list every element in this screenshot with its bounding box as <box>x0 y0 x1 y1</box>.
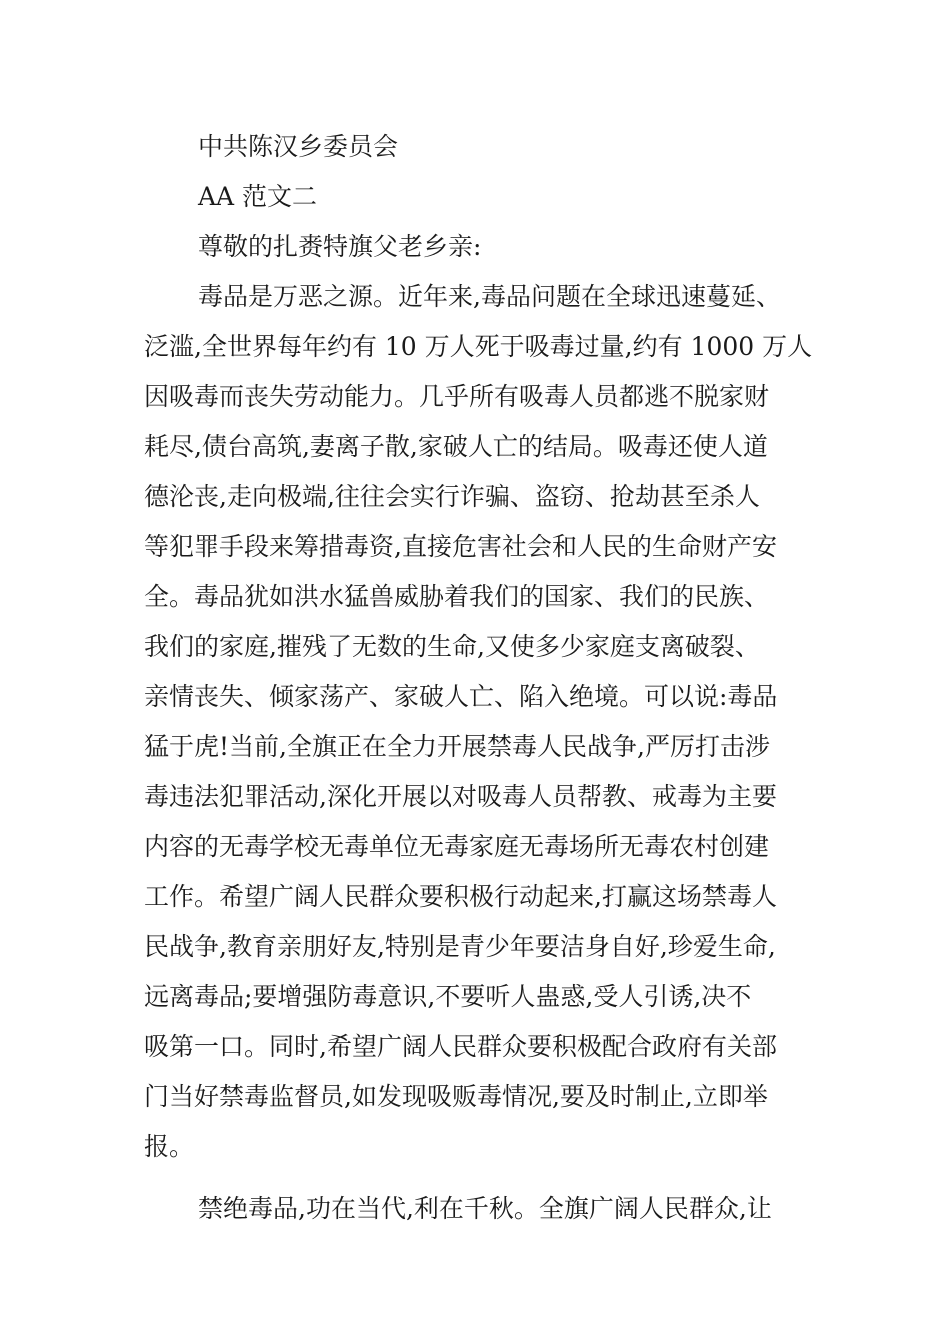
paragraph-line: 我们的家庭,摧残了无数的生命,又使多少家庭支离破裂、 <box>144 632 760 661</box>
paragraph-line: 毒违法犯罪活动,深化开展以对吸毒人员帮教、戒毒为主要 <box>144 782 777 811</box>
paragraph-line: 远离毒品;要增强防毒意识,不要听人蛊惑,受人引诱,决不 <box>144 982 752 1011</box>
salutation: 尊敬的扎赉特旗父老乡亲: <box>198 232 482 261</box>
paragraph-1 <box>144 272 816 1172</box>
paragraph-line: 民战争,教育亲朋好友,特别是青少年要洁身自好,珍爱生命, <box>144 932 776 961</box>
paragraph-line: 禁绝毒品,功在当代,利在千秋。全旗广阔人民群众,让 <box>198 1194 772 1223</box>
paragraph-line: 德沦丧,走向极端,往往会实行诈骗、盗窃、抢劫甚至杀人 <box>144 482 760 511</box>
paragraph-line: 等犯罪手段来筹措毒资,直接危害社会和人民的生命财产安 <box>144 532 777 561</box>
paragraph-line: 全。毒品犹如洪水猛兽威胁着我们的国家、我们的民族、 <box>144 582 770 611</box>
paragraph-line: 内容的无毒学校无毒单位无毒家庭无毒场所无毒农村创建 <box>144 832 770 861</box>
document-title: AA 范文二 <box>198 182 318 211</box>
paragraph-line: 吸第一口。同时,希望广阔人民群众要积极配合政府有关部 <box>144 1032 777 1061</box>
paragraph-line: 泛滥,全世界每年约有 10 万人死于吸毒过量,约有 1000 万人 <box>144 332 813 361</box>
paragraph-2 <box>144 1184 816 1234</box>
paragraph-spacing <box>144 1172 816 1184</box>
paragraph-line: 报。 <box>144 1132 195 1161</box>
paragraph-line: 毒品是万恶之源。近年来,毒品问题在全球迅速蔓延、 <box>198 282 781 311</box>
paragraph-line: 门当好禁毒监督员,如发现吸贩毒情况,要及时制止,立即举 <box>144 1082 768 1111</box>
organization-name: 中共陈汉乡委员会 <box>198 132 399 161</box>
paragraph-line: 耗尽,债台高筑,妻离子散,家破人亡的结局。吸毒还使人道 <box>144 432 768 461</box>
paragraph-line: 因吸毒而丧失劳动能力。几乎所有吸毒人员都逃不脱家财 <box>144 382 770 411</box>
paragraph-line: 亲情丧失、倾家荡产、家破人亡、陷入绝境。可以说:毒品 <box>144 682 778 711</box>
paragraph-line: 工作。希望广阔人民群众要积极行动起来,打赢这场禁毒人 <box>144 882 777 911</box>
document-body <box>144 122 816 1234</box>
paragraph-line: 猛于虎!当前,全旗正在全力开展禁毒人民战争,严厉打击涉 <box>144 732 770 761</box>
